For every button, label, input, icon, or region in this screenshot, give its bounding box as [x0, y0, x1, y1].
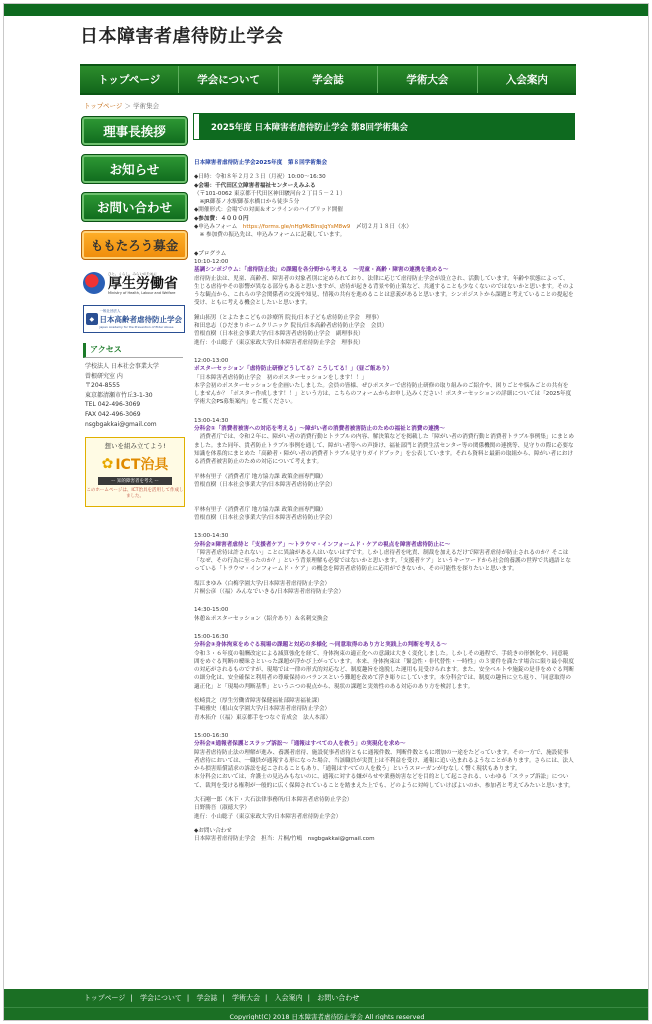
- nav-journal[interactable]: 学会誌: [279, 66, 378, 93]
- session-person: [194, 497, 574, 505]
- session-person: 大石剛一郎（木下・大石法律事務所/日本障害者虐待防止学会）: [194, 797, 353, 803]
- session-body: 休憩＆ポスターセッション（紹介あり）＆名刺交換会: [194, 615, 329, 622]
- intro-title: 日本障害者虐待防止学会2025年度 第８回学術集会: [194, 160, 328, 166]
- chairman-greeting-button[interactable]: 理事長挨拶: [81, 116, 188, 146]
- access-email[interactable]: nsgbgakkai@gmail.com: [85, 420, 157, 428]
- footer-link[interactable]: 入会案内: [274, 994, 303, 1002]
- program-list: [194, 258, 574, 821]
- site-title[interactable]: 日本障害者虐待防止学会: [80, 26, 284, 47]
- footer-link[interactable]: お問い合わせ: [317, 994, 360, 1002]
- top-bar: [4, 4, 648, 16]
- session-title: 分科会④通報者保護とスラップ訴訟〜「通報はすべての人を救う」の実現化を求め〜: [194, 741, 406, 748]
- session-person: 曽根直樹（日本社会事業大学/日本障害者虐待防止学会）: [194, 514, 336, 521]
- session-person: 進行：小山聡子（東京家政大学/日本障害者虐待防止学会）: [194, 813, 342, 820]
- program-session: [194, 407, 574, 523]
- academy-logo-icon: ◆: [86, 313, 98, 325]
- access-line: FAX 042-496-3069: [85, 410, 141, 418]
- info-line: ※JR御茶ノ水駅御茶水橋口から徒歩５分: [194, 199, 300, 206]
- access-line: 学校法人 日本社会事業大学: [85, 363, 159, 370]
- ict-tagline: 想いを組み立てよう!: [104, 442, 166, 451]
- session-time: 15:00-16:30: [194, 732, 229, 739]
- nav-conference[interactable]: 学術大会: [378, 66, 477, 93]
- session-body: 虐待防止法は、児童、高齢者、障害者の対象者別に定められており、法律に応じて虐待防止学会が設立され、活動しています。年齢や状態によって、生じる虐待やその影響が異なる部分もあると思いますが、虐待が起きる背景や防止策など、共通することも少なくないのではないかと思います。そのような観点から、これらの学会関係者の交流や知見、情報の共有を進めることは意義があると思います。シンポジストから課題と考えていることの提起を受け、ともに考える機会としたいと思います。: [194, 275, 574, 307]
- access-info: [85, 362, 188, 429]
- session-body: 消費者庁では、令和２年に、障がい者の消費行動とトラブルの内容、解決策などを掲載した「障がい者の消費行動と消費者トラブル事例集」にまとめました。また同年、貴者防止トラブル事例を通して、障がい者等への声掛け、福祉部門と消費生活センター等の関係機関の連携等、見守りの際に必要な知識を体系的にまとめた「高齢者・障がい者の消費者トラブル見守りガイドブック」を公表しています。それら資料と最新の取組から、障がい者における消費者被害防止のための対応について考えます。: [194, 434, 574, 466]
- mhlw-tagline: ひと、くらし、みらいのために: [108, 271, 157, 276]
- session-body: 「障害者虐待は許されない」ことに異論がある人はいないはずです。しかし虐待者を叱責、制裁を加えるだけで障害者虐待が防止されるのか？そこは「なぜ、その行為に至ったのか？」という背景理解も必要ではないかと思います。「支援者ケア」というキーワードから社会的養護の世界で共通語となっている「トラウマ・インフォームド・ケア」の概念を障害者虐待防止に応用ができないか、その可能性を探りたいと思います。: [194, 549, 571, 573]
- info-line: ◆参加費：４０００円: [194, 215, 249, 222]
- news-button[interactable]: お知らせ: [81, 154, 188, 184]
- info-line: ◆会場：千代田区立障害者福祉センターえみふる: [194, 182, 316, 189]
- footer-nav: トップページ | 学会について | 学会誌 | 学術大会 | 入会案内 | お問い合わせ: [4, 989, 649, 1007]
- session-person: 鐘山拓男（とよたまこどもの診療所 院長/日本子ども虐待防止学会 理事）: [194, 314, 383, 321]
- session-person: 日野勝吾（淑徳大学）: [194, 805, 250, 812]
- copyright: Copyright(C) 2018 日本障害者虐待防止学会 All rights reserved: [4, 1007, 649, 1021]
- session-person: 片桐公彦（（福）みんなでいきる/日本障害者虐待防止学会）: [194, 589, 345, 596]
- session-person: 平林有里子（消費者庁 地方協力課 政策企画専門職）: [194, 506, 327, 513]
- program-session: [194, 347, 574, 407]
- info-line: （〒101-0062 東京都千代田区神田駿河台２丁目５－２１）: [194, 190, 346, 197]
- session-time: 13:00-14:30: [194, 417, 229, 424]
- breadcrumb-separator: ＞: [124, 102, 131, 110]
- contact-heading: ◆お問い合わせ: [194, 827, 232, 834]
- access-heading: アクセス: [83, 343, 183, 358]
- mhlw-english: Ministry of Health, Labour and Welfare: [108, 290, 176, 295]
- session-person: [194, 489, 574, 497]
- elder-abuse-academy-banner[interactable]: [83, 305, 185, 333]
- session-person: 手嶋雅史（椙山女学園大学/日本障害者虐待防止学会）: [194, 706, 331, 713]
- main-content: [194, 114, 574, 843]
- page-title: 2025年度 日本障害者虐待防止学会 第8回学術集会: [194, 114, 574, 139]
- session-person: 平林有里子（消費者庁 地方協力課 政策企画専門職）: [194, 473, 327, 480]
- academy-english: Japan Academy for the Prevention of Elder Abuse: [99, 325, 174, 329]
- footer-link[interactable]: 学会について: [139, 994, 182, 1002]
- session-person: 進行：小山聡子（東京家政大学/日本障害者虐待防止学会 理事長）: [194, 339, 364, 346]
- access-line: TEL 042-496-3069: [85, 401, 141, 409]
- nav-about[interactable]: 学会について: [179, 66, 278, 93]
- session-person: 塩江まゆみ（白梅学園大学/日本障害者虐待防止学会）: [194, 580, 331, 587]
- program-session: [194, 596, 574, 623]
- session-time: 15:00-16:30: [194, 633, 229, 640]
- session-body: 障害者虐待防止法の理解が進み、養護者虐待、施設従事者虐待ともに通報件数、判断件数ともに増加の一途をたどっています。その一方で、施設従事者虐待においては、一職員が通報する形になった場合、当該職員が実質上は不利益を受け、通報に追い込まれるようなことがあります。さらには、法人から損害賠償請求の訴訟を起こされることもあり、「通報はすべての人を救う」というスローガンがむなしく響く現状もあります。 本分科会においては、弁護士の見込みもないのに、通報に対する嫌がらせや業務妨害などを目的として起こされる、いわゆる「スラップ訴訟」について、裁判を受ける権利が一般的に広く保障されていることを踏まえた上でも、どのように対峙していけばよいのか、参加者と考えてみたいと思います。: [194, 749, 574, 789]
- session-time: 12:00-13:00: [194, 357, 229, 364]
- form-link[interactable]: https://forms.gle/nHgMkBInsJqYsM8w9: [242, 224, 351, 231]
- session-title: 分科会①「消費者被害への対応を考える」〜障がい者の消費者被害防止のための福祉と消費の連携〜: [194, 426, 445, 433]
- session-time: 10:10-12:00: [194, 258, 229, 265]
- academy-name: 日本高齢者虐待防止学会: [99, 315, 182, 324]
- session-person: 曽根直樹（日本社会事業大学/日本障害者虐待防止学会）: [194, 481, 336, 488]
- article: [194, 159, 574, 843]
- access-line: 東京都清瀬市竹丘3-1-30: [85, 391, 153, 399]
- info-line: ◆日時：令和８年２月２３日（月祝）10:00〜16:30: [194, 174, 326, 181]
- sidebar: [81, 116, 188, 507]
- session-person: 曽根直樹（日本社会事業大学/日本障害者虐待防止学会 副理事長）: [194, 331, 364, 338]
- flower-icon: ✿: [101, 456, 114, 473]
- session-title: 分科会②障害者虐待と「支援者ケア」〜トラウマ・インフォームド・ケアの視点を障害者虐待防止に〜: [194, 541, 451, 548]
- session-person: 松崎貴之（厚生労働省障害保健福祉部障害福祉課）: [194, 698, 323, 705]
- footer-link[interactable]: トップページ: [84, 994, 126, 1002]
- session-body: 「日本障害者虐待防止学会 初のポスターセッションをします！！」 本学会初のポスターセッションを企画いたしました。会員の皆様、ぜひポスターで虐待防止研修の取り組みのご紹介や、困りごとや悩みごとの共有をしませんか？「ポスター作成します！！」という方は、こちらのフォームからお申し込みください！ポスターセッションの詳細については「2025年度学術大会PS募集案内」をご覧ください。: [194, 374, 572, 406]
- nav-membership[interactable]: 入会案内: [505, 74, 548, 86]
- form-deadline: 〆切２月１８日（水）: [350, 224, 412, 231]
- program-session: [194, 623, 574, 722]
- footer-link[interactable]: 学会誌: [196, 994, 218, 1002]
- page: [3, 3, 649, 1021]
- session-title: 基調シンポジウム：「虐待防止法」の課題を各分野から考える 〜児童・高齢・障害の連携を進める〜: [194, 267, 449, 274]
- mhlw-logo-icon: [83, 272, 105, 294]
- session-time: 13:00-14:30: [194, 533, 229, 540]
- form-note: ※ 参加費の振込先は、申込みフォームに記載しています。: [194, 232, 346, 239]
- ict-note: このホームページは、ICT治具を活用して作成しました。: [86, 488, 184, 500]
- footer-link[interactable]: 学術大会: [232, 994, 261, 1002]
- session-person: 和田忠志（ひだまりホームクリニック 院長/日本高齢者虐待防止学会 会員）: [194, 323, 388, 330]
- session-time: 14:30-15:00: [194, 607, 229, 614]
- breadcrumb-home[interactable]: トップページ: [84, 102, 123, 110]
- ict-jig-banner[interactable]: [85, 437, 185, 507]
- session-person: 青木拓介（（福）東京都手をつなぐ育成会 法人本部）: [194, 714, 332, 721]
- contact-line: 日本障害者虐待防止学会 担当：片桐/竹嶋 nsgbgakkai@gmail.com: [194, 836, 375, 843]
- global-nav: [80, 64, 576, 95]
- contact-button[interactable]: お問い合わせ: [81, 192, 188, 222]
- program-heading: ◆プログラム: [194, 250, 227, 257]
- mhlw-banner[interactable]: [83, 268, 185, 298]
- program-session: [194, 522, 574, 596]
- breadcrumb-current: 学術集会: [133, 102, 160, 110]
- academy-type: 一般社団法人: [99, 309, 121, 313]
- mhlw-name: 厚生労働省: [108, 275, 178, 292]
- session-body: 令和３・６年度の報酬改定による減算強化を経て、身体拘束の適正化への意識は大きく変化しました。しかしその過程で、手続きの形骸化や、同意範囲をめぐる判断の曖昧さといった課題が浮かび上がっています。本来、身体拘束は「緊急性・非代替性・一時性」の３要件を満たす場合に限り最小限度の対応がされるものですが、現場では一律の形式的対応など、制度趣旨を逸脱した運用も見受けられます。また、安全ベルトや施錠の是非をめぐる判断の細分化は、安全確保と利用者の尊厳保持のバランスという難題を改めて浮き彫りにしています。本分科会では、制度の趣旨に立ち返り、「同意取得の適正化」と「現場の判断基準」というニつの視点から、現状の課題と実効性のある対応のあり方を検討します。: [194, 650, 574, 690]
- program-session: [194, 722, 574, 821]
- session-title: 分科会③身体拘束をめぐる現場の課題と対応の多様化 〜同意取得のあり方と実践上の判断を考える〜: [194, 642, 447, 649]
- ict-subtag: ー 知的障害者を考え ー: [98, 477, 172, 485]
- breadcrumb: [84, 101, 159, 110]
- momotaro-fund-button[interactable]: ももたろう募金: [81, 230, 188, 260]
- session-title: ポスターセッション「虐待防止研修どうしてる？こうしてる！」（昼ご飯あり）: [194, 366, 393, 373]
- form-prefix: ◆申込みフォーム: [194, 224, 243, 231]
- form-line: [194, 223, 574, 231]
- program-session: [194, 258, 574, 347]
- nav-top[interactable]: トップページ: [80, 66, 179, 93]
- ict-label: ICT治具: [115, 457, 169, 474]
- access-line: 曽根研究室 内: [85, 372, 123, 380]
- access-line: 〒204-8555: [85, 382, 120, 390]
- info-line: ◆開催形式：会場での対面＆オンラインのハイブリッド開催: [194, 207, 343, 214]
